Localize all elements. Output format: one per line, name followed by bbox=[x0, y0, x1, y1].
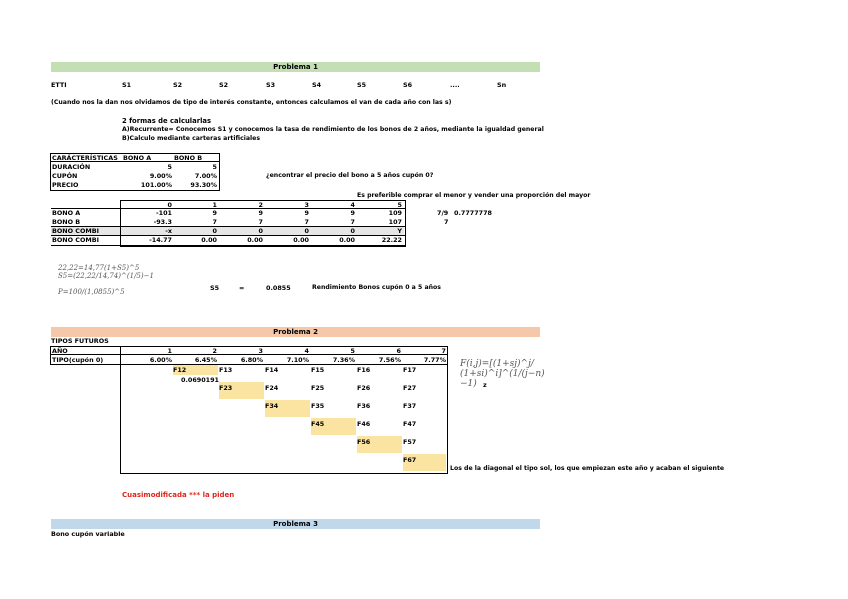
f17: F17 bbox=[403, 366, 417, 374]
f23: F23 bbox=[219, 384, 233, 392]
flows-c-5: Y bbox=[397, 227, 402, 235]
precio-b: 93.30% bbox=[190, 181, 217, 189]
flows-label-combi-2: BONO COMBI bbox=[52, 236, 100, 244]
forma-b: B)Calculo mediante carteras artificiales bbox=[122, 135, 261, 142]
etti-label: ETTI bbox=[51, 81, 67, 89]
forward-formula-2: (1+si)^i]^(1/(j−n) bbox=[460, 369, 545, 379]
forward-formula-1: F(i,j)=[(1+sj)^j/ bbox=[460, 359, 534, 369]
tipo-3: 6.80% bbox=[240, 356, 263, 364]
forma-a: A)Recurrente= Conocemos S1 y conocemos la tasa de rendimiento de los bonos de 2 años, mediante la igualdad general bbox=[122, 126, 544, 133]
flows-year-1: 1 bbox=[212, 201, 217, 209]
precio-a: 101.00% bbox=[140, 181, 172, 189]
flows-a-0: -101 bbox=[156, 209, 172, 217]
year-5: 5 bbox=[350, 347, 355, 355]
year-6: 6 bbox=[396, 347, 401, 355]
cupon-a: 9.00% bbox=[149, 172, 172, 180]
flows-b-1: 7 bbox=[212, 218, 217, 226]
f14: F14 bbox=[265, 366, 279, 374]
f46: F46 bbox=[357, 420, 371, 428]
etti-s5: S5 bbox=[357, 81, 367, 89]
bono-cupon-variable: Bono cupón variable bbox=[51, 530, 125, 538]
flows-year-0: 0 bbox=[167, 201, 172, 209]
formula-line-3: P=100/(1,0855)^5 bbox=[58, 288, 125, 296]
flows-d-4: 0.00 bbox=[339, 236, 355, 244]
flows-d-5: 22.22 bbox=[381, 236, 402, 244]
preferible-text: Es preferible comprar el menor y vender una proporción del mayor bbox=[357, 192, 591, 199]
f37: F37 bbox=[403, 402, 417, 410]
f45: F45 bbox=[311, 420, 325, 428]
year-3: 3 bbox=[258, 347, 263, 355]
cupon-b: 7.00% bbox=[194, 172, 217, 180]
question-text: ¿encontrar el precio del bono a 5 años cupón 0? bbox=[266, 172, 434, 179]
flows-year-3: 3 bbox=[304, 201, 309, 209]
problema2-header bbox=[51, 327, 540, 337]
f35: F35 bbox=[311, 402, 325, 410]
duracion-a: 5 bbox=[167, 163, 172, 171]
f47: F47 bbox=[403, 420, 417, 428]
etti-ellipsis: .... bbox=[450, 81, 460, 89]
flows-c-0: -x bbox=[165, 227, 172, 235]
flows-bottom-border bbox=[51, 245, 405, 246]
etti-s4: S4 bbox=[312, 81, 322, 89]
flows-c-3: 0 bbox=[304, 227, 309, 235]
problema1-title: Problema 1 bbox=[273, 63, 318, 71]
f26: F26 bbox=[357, 384, 371, 392]
f13: F13 bbox=[219, 366, 233, 374]
etti-s1: S1 bbox=[122, 81, 132, 89]
f16: F16 bbox=[357, 366, 371, 374]
year-2: 2 bbox=[212, 347, 217, 355]
ratio-label: 7/9 bbox=[437, 209, 449, 217]
flows-b-4: 7 bbox=[350, 218, 355, 226]
flows-c-4: 0 bbox=[350, 227, 355, 235]
ano-label: AÑO bbox=[52, 347, 68, 355]
etti-s2b: S2 bbox=[219, 81, 229, 89]
problema1-header bbox=[51, 62, 540, 72]
year-4: 4 bbox=[304, 347, 309, 355]
flows-c-1: 0 bbox=[212, 227, 217, 235]
f36: F36 bbox=[357, 402, 371, 410]
tipo-5: 7.36% bbox=[332, 356, 355, 364]
flows-c-2: 0 bbox=[258, 227, 263, 235]
f27: F27 bbox=[403, 384, 417, 392]
flows-b-2: 7 bbox=[258, 218, 263, 226]
cupon-label: CUPÓN bbox=[52, 172, 78, 180]
flows-b-3: 7 bbox=[304, 218, 309, 226]
flows-d-1: 0.00 bbox=[201, 236, 217, 244]
flows-a-2: 9 bbox=[258, 209, 263, 217]
cuasimodificada-note: Cuasimodificada *** la piden bbox=[122, 491, 235, 499]
s5-label: S5 bbox=[210, 284, 220, 292]
tipo-7: 7.77% bbox=[423, 356, 446, 364]
carac-header: CARÁCTERÍSTICAS bbox=[52, 154, 118, 162]
f34: F34 bbox=[265, 402, 279, 410]
flows-d-3: 0.00 bbox=[293, 236, 309, 244]
year-1: 1 bbox=[167, 347, 172, 355]
f24: F24 bbox=[265, 384, 279, 392]
problema2-title: Problema 2 bbox=[273, 328, 318, 336]
ratio-seven: 7 bbox=[444, 218, 449, 226]
etti-sn: Sn bbox=[497, 81, 507, 89]
forward-formula-3: −1) bbox=[460, 379, 477, 389]
problema3-title: Problema 3 bbox=[273, 520, 318, 528]
s5-value: 0.0855 bbox=[266, 284, 291, 292]
bono-a-header: BONO A bbox=[123, 154, 152, 162]
f12: F12 bbox=[173, 366, 187, 374]
bono-b-header: BONO B bbox=[174, 154, 203, 162]
flows-label-bono-b: BONO B bbox=[52, 218, 81, 226]
s5-equals: = bbox=[239, 284, 245, 292]
forward-border bbox=[120, 364, 448, 474]
flows-d-2: 0.00 bbox=[247, 236, 263, 244]
flows-label-bono-a: BONO A bbox=[52, 209, 81, 217]
flows-a-4: 9 bbox=[350, 209, 355, 217]
formula-line-1: 22,22=14,77(1+S5)^5 bbox=[58, 264, 140, 272]
flows-b-0: -93.3 bbox=[153, 218, 172, 226]
flows-year-5: 5 bbox=[397, 201, 402, 209]
s5-description: Rendimiento Bonos cupón 0 a 5 años bbox=[312, 284, 441, 291]
flows-a-3: 9 bbox=[304, 209, 309, 217]
duracion-b: 5 bbox=[212, 163, 217, 171]
flows-year-2: 2 bbox=[258, 201, 263, 209]
tipos-futuros-label: TIPOS FUTUROS bbox=[51, 337, 109, 345]
problema3-header bbox=[51, 519, 540, 529]
tipo-6: 7.56% bbox=[378, 356, 401, 364]
duracion-label: DURACIÓN bbox=[52, 163, 91, 171]
forward-formula-z: z bbox=[483, 381, 487, 389]
f25: F25 bbox=[311, 384, 325, 392]
f67: F67 bbox=[403, 456, 417, 464]
tipo-label: TIPO(cupón 0) bbox=[52, 356, 104, 364]
flows-a-5: 109 bbox=[388, 209, 402, 217]
flows-label-combi: BONO COMBI bbox=[52, 227, 100, 235]
diagonal-note: Los de la diagonal el tipo sol, los que empiezan este año y acaban el siguiente bbox=[450, 465, 725, 472]
tipo-1: 6.00% bbox=[149, 356, 172, 364]
flows-year-4: 4 bbox=[350, 201, 355, 209]
f15: F15 bbox=[311, 366, 325, 374]
etti-note: (Cuando nos la dan nos olvidamos de tipo de interés constante, entonces calculamos el van de cada año con las s) bbox=[51, 99, 452, 106]
f57: F57 bbox=[403, 438, 417, 446]
formas-title: 2 formas de calcularlas bbox=[122, 117, 212, 125]
flows-b-5: 107 bbox=[388, 218, 402, 226]
ratio-value: 0.7777778 bbox=[454, 209, 493, 217]
f12-value: 0.0690191 bbox=[181, 376, 220, 384]
precio-label: PRECIO bbox=[52, 181, 79, 189]
etti-s2a: S2 bbox=[173, 81, 183, 89]
year-7: 7 bbox=[441, 347, 446, 355]
etti-s6: S6 bbox=[403, 81, 413, 89]
tipo-2: 6.45% bbox=[194, 356, 217, 364]
flows-d-0: -14.77 bbox=[149, 236, 172, 244]
flows-a-1: 9 bbox=[212, 209, 217, 217]
formula-line-2: S5=(22,22/14,74)^(1/5)−1 bbox=[58, 272, 154, 280]
tipo-4: 7.10% bbox=[286, 356, 309, 364]
f56: F56 bbox=[357, 438, 371, 446]
etti-s3: S3 bbox=[266, 81, 276, 89]
